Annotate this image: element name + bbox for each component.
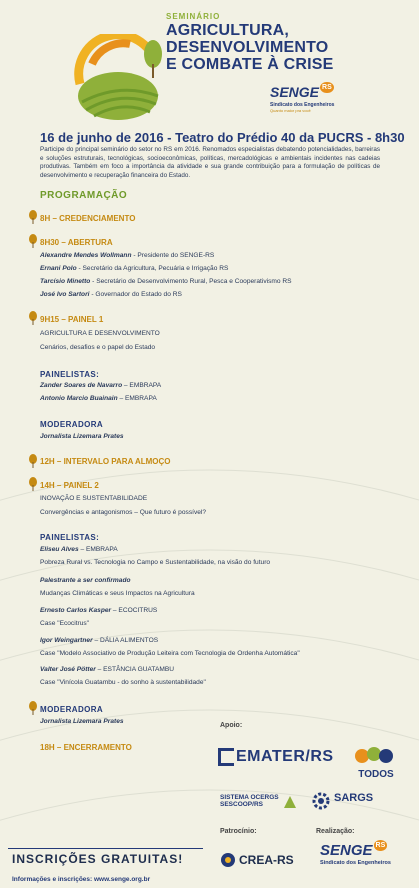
painelista-item: Ernesto Carlos Kasper – ECOCITRUS bbox=[40, 607, 158, 614]
ocergs-line-1: SISTEMA OCERGS bbox=[220, 794, 279, 801]
title-line-1: AGRICULTURA, bbox=[166, 22, 289, 39]
painelista-talk: Case "Vinícola Guatambu - do sonho à sustentabilidade" bbox=[40, 679, 206, 686]
emater-mark-icon bbox=[218, 748, 234, 766]
crea-wordmark: CREA-RS bbox=[239, 853, 294, 867]
painelistas-heading: PAINELISTAS: bbox=[40, 533, 100, 542]
title-line-3: E COMBATE À CRISE bbox=[166, 56, 334, 73]
inscricoes-gratuitas: INSCRIÇÕES GRATUITAS! bbox=[12, 852, 184, 866]
ocergs-line-2: SESCOOP/RS bbox=[220, 801, 263, 808]
senge-subtitle: Sindicato dos Engenheiros bbox=[270, 102, 335, 108]
sargs-wordmark: SARGS bbox=[334, 792, 374, 804]
moderadora-name: Jornalista Lizemara Prates bbox=[40, 718, 124, 725]
seminar-eyebrow: SEMINÁRIO bbox=[166, 12, 221, 21]
senge-rs-badge: RS bbox=[375, 842, 386, 849]
painelista-talk: Pobreza Rural vs. Tecnologia no Campo e Sustentabilidade, na visão do futuro bbox=[40, 559, 271, 566]
info-inscricoes: Informações e inscrições: www.senge.org.br bbox=[12, 876, 151, 883]
ocergs-mark-icon bbox=[282, 794, 298, 810]
painel-1-subtopic: Cenários, desafios e o papel do Estado bbox=[40, 344, 156, 351]
section-encerramento: 18H – ENCERRAMENTO bbox=[40, 743, 132, 752]
painelista-talk: Case "Modelo Associativo de Produção Leiteira com Tecnologia de Ordenha Automática" bbox=[40, 650, 300, 657]
senge-logo-footer bbox=[320, 842, 410, 866]
program-heading: PROGRAMAÇÃO bbox=[40, 190, 128, 201]
painelista-item: Valter José Pötter – ESTÂNCIA GUATAMBU bbox=[40, 666, 174, 673]
todos-wordmark: TODOS bbox=[358, 769, 394, 780]
emater-wordmark: EMATER/RS bbox=[236, 748, 334, 765]
painel-2-subtopic: Convergências e antagonismos – Que futuro é possível? bbox=[40, 509, 207, 516]
abertura-item: Tarcísio Minetto - Secretário de Desenvolvimento Rural, Pesca e Cooperativismo RS bbox=[40, 278, 292, 285]
leaf-icon bbox=[28, 311, 38, 325]
apoio-label: Apoio: bbox=[220, 722, 243, 729]
painelista-item: Igor Weingartner – DÁLIA ALIMENTOS bbox=[40, 637, 159, 644]
section-painel-1: 9H15 – PAINEL 1 bbox=[40, 315, 104, 324]
senge-subtitle: Sindicato dos Engenheiros bbox=[320, 860, 391, 866]
senge-wordmark: SENGE bbox=[270, 84, 320, 100]
event-intro: Participe do principal seminário do setor no RS em 2016. Renomados especialistas debatendo potencialidades, barreiras e soluções estruturais, tecnológicas, socioeconômicas, políticas, mercadológicas e ambientais incidentes nas cadeias produtivas. Também em foco a importância da atividade e sua grande contribuição para a formulação de políticas de desenvolvimento e recuperação financeira do Estado. bbox=[40, 146, 380, 180]
senge-logo-header bbox=[270, 84, 334, 113]
crea-logo bbox=[220, 850, 310, 870]
moderadora-name: Jornalista Lizemara Prates bbox=[40, 433, 124, 440]
crea-seal-icon bbox=[220, 852, 236, 868]
leaf-icon bbox=[28, 210, 38, 224]
realizacao-label: Realização: bbox=[316, 828, 355, 835]
todos-mark-icon bbox=[352, 744, 400, 764]
section-credenciamento: 8H – CREDENCIAMENTO bbox=[40, 214, 136, 223]
leaf-icon bbox=[28, 454, 38, 468]
abertura-item: Ernani Polo - Secretário da Agricultura, Pecuária e Irrigação RS bbox=[40, 265, 229, 272]
todos-logo bbox=[352, 744, 400, 778]
painelista-talk: Case "Ecocitrus" bbox=[40, 620, 90, 627]
moderadora-heading: MODERADORA bbox=[40, 420, 104, 429]
tree-icon bbox=[142, 40, 164, 80]
painelista-item: Eliseu Alves – EMBRAPA bbox=[40, 546, 118, 553]
painelistas-heading: PAINELISTAS: bbox=[40, 370, 100, 379]
painelista-item: Zander Soares de Navarro – EMBRAPA bbox=[40, 382, 162, 389]
section-intervalo: 12H – INTERVALO PARA ALMOÇO bbox=[40, 457, 171, 466]
sargs-logo bbox=[312, 790, 400, 814]
senge-tagline: Quanto maior pra você bbox=[270, 108, 311, 113]
patrocinio-label: Patrocínio: bbox=[220, 828, 257, 835]
leaf-icon bbox=[28, 701, 38, 715]
leaf-icon bbox=[28, 234, 38, 248]
painelista-item: Antonio Marcio Buainain – EMBRAPA bbox=[40, 395, 157, 402]
event-date-line: 16 de junho de 2016 - Teatro do Prédio 40 da PUCRS - 8h30 bbox=[40, 130, 405, 145]
section-painel-2: 14H – PAINEL 2 bbox=[40, 481, 99, 490]
moderadora-heading: MODERADORA bbox=[40, 705, 104, 714]
title-line-2: DESENVOLVIMENTO bbox=[166, 39, 329, 56]
senge-wordmark: SENGE bbox=[320, 842, 373, 859]
painelista-talk: Mudanças Climáticas e seus Impactos na Agricultura bbox=[40, 590, 195, 597]
footer-divider bbox=[8, 848, 203, 849]
painel-2-topic: INOVAÇÃO E SUSTENTABILIDADE bbox=[40, 495, 148, 502]
painelista-item: Palestrante a ser confirmado bbox=[40, 577, 131, 584]
sargs-gear-icon bbox=[312, 792, 330, 810]
abertura-item: José Ivo Sartori - Governador do Estado do RS bbox=[40, 291, 182, 298]
section-abertura: 8H30 – ABERTURA bbox=[40, 238, 113, 247]
abertura-item: Alexandre Mendes Wollmann - Presidente do SENGE-RS bbox=[40, 252, 215, 259]
emater-logo bbox=[218, 748, 342, 770]
leaf-icon bbox=[28, 477, 38, 491]
senge-rs-badge: RS bbox=[322, 84, 332, 91]
painel-1-topic: AGRICULTURA E DESENVOLVIMENTO bbox=[40, 330, 160, 337]
